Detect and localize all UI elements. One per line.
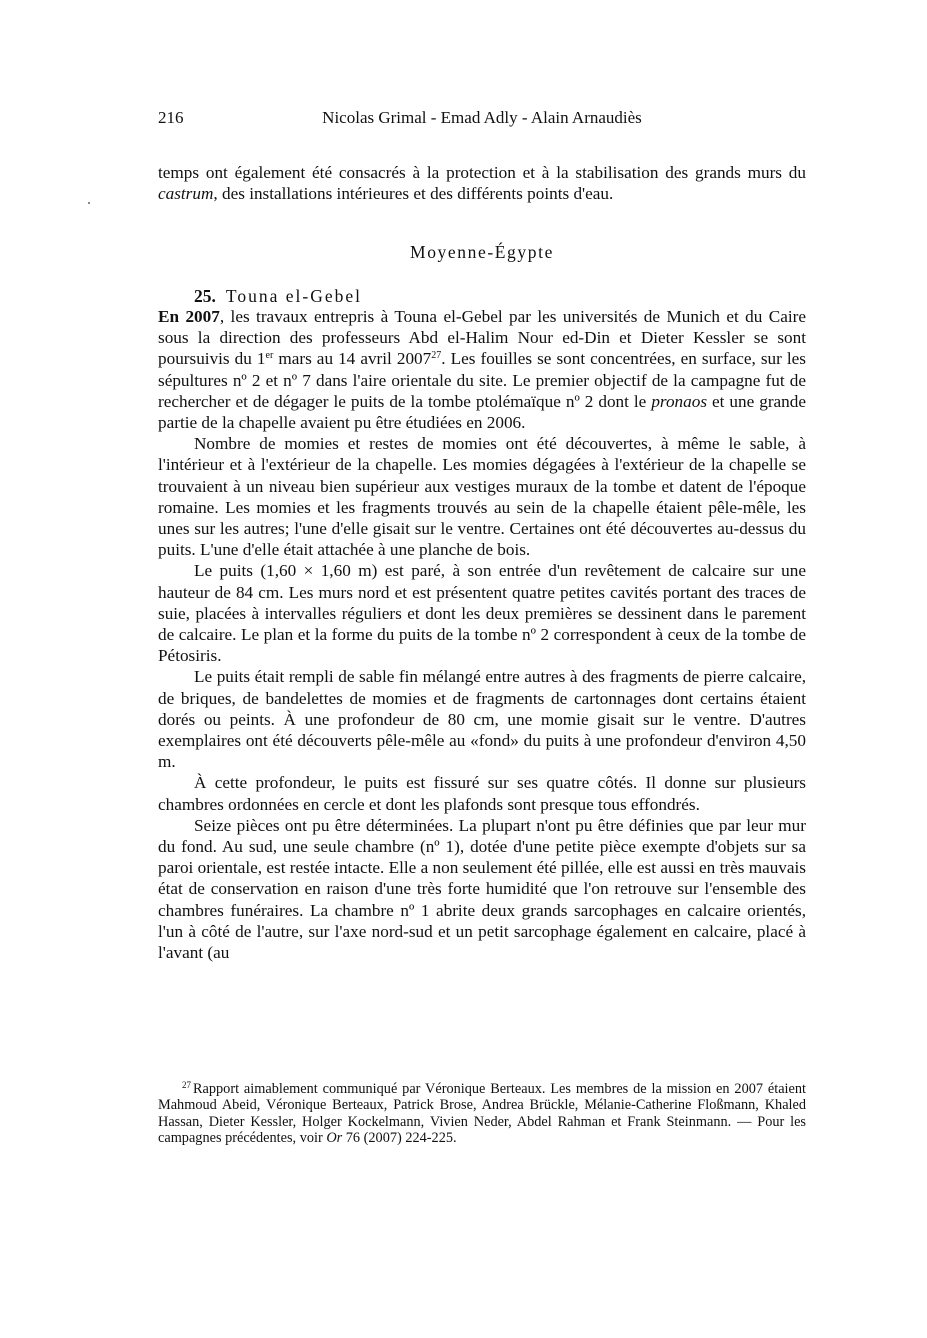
intro-paragraph [158,162,806,204]
page-header [158,106,806,130]
intro-text-start: temps ont également été consacrés à la protection et à la stabilisation des grands murs du [158,163,806,182]
footnote-italic-journal: Or [326,1129,343,1146]
section-title: Moyenne-Égypte [410,242,554,262]
paragraph-1-part-a: , les travaux entrepris à Touna el-Gebel par les universités de Munich et du Caire sous la direction des professeurs Abd el-Halim Nour ed-Din et Dieter Kessler se sont poursuivis du 1 [158,307,806,369]
paragraph-1 [158,306,806,433]
footnote [158,1081,806,1146]
intro-italic-term: castrum [158,184,214,204]
main-text [158,306,806,963]
footnote-reference[interactable]: 27 [431,350,442,362]
paragraph-1-part-c: . Les fouilles se sont concentrées, en surface, sur les sépultures nº 2 et nº 7 dans l'aire orientale du site. Le premier objectif de la campagne fut de rechercher et de dégager le puits de la tombe ptolémaïque nº 2 dont le [158,349,806,411]
subsection-name: Touna el-Gebel [225,286,362,306]
paragraph-6: Seize pièces ont pu être déterminées. La plupart n'ont pu être définies que par leur mur du fond. Au sud, une seule chambre (nº 1), dotée d'une petite pièce exempte d'objets sur sa paroi orientale, est restée intacte. Elle a non seulement été pillée, elle est aussi en très mauvais état de conservation en raison d'une très forte humidité que l'on retrouve sur l'ensemble des chambres funéraires. La chambre nº 1 abrite deux grands sarcophages en calcaire orientés, l'un à côté de l'autre, sur l'axe nord-sud et un petit sarcophage également en calcaire, placé à l'avant (au [158,815,806,963]
paragraph-5: À cette profondeur, le puits est fissuré sur ses quatre côtés. Il donne sur plusieurs chambres ordonnées en cercle et dont les plafonds sont presque tous effondrés. [158,773,806,814]
subsection-heading [194,285,362,307]
paragraph-1-part-d: et une grande partie de la chapelle avaient pu être étudiées en 2006. [158,391,806,433]
footnote-text-b: 76 (2007) 224-225. [342,1129,457,1146]
footnote-text-a: Rapport aimablement communiqué par Véronique Berteaux. Les membres de la mission en 2007 étaient Mahmoud Abeid, Véronique Berteaux, Patrick Brose, Andrea Brückle, Mélanie-Catherine Floßmann, Khaled Hassan, Dieter Kessler, Holger Kockelmann, Vivien Neder, Abdel Rahman et Frank Steinmann. — Pour les campagnes précédentes, voir [158,1081,806,1146]
paragraph-4: Le puits était rempli de sable fin mélangé entre autres à des fragments de pierre calcaire, de briques, de bandelettes de momies et de fragments de cartonnages dont certains étaient dorés ou peints. À une profondeur de 80 cm, une momie gisait sur le ventre. D'autres exemplaires ont été découverts pêle-mêle au «fond» du puits à une profondeur d'environ 4,50 m. [158,667,806,772]
scan-speck [88,202,90,204]
paragraph-1-lead: En 2007 [158,307,220,326]
footnote-number: 27 [182,1080,191,1090]
intro-text-end: , des installations intérieures et des différents points d'eau. [213,184,614,204]
page-number: 216 [158,108,184,127]
subsection-number: 25. [194,286,216,306]
paragraph-1-italic-term: pronaos [651,391,708,411]
paragraph-2: Nombre de momies et restes de momies ont été découvertes, à même le sable, à l'intérieur et à l'extérieur de la chapelle. Les momies dégagées à l'extérieur de la chapelle se trouvaient à un niveau bien supérieur aux vestiges muraux de la tombe et datent de l'époque romaine. Les momies et les fragments trouvés au sein de la chapelle étaient pêle-mêle, les unes sur les autres; l'une d'elle gisait sur le ventre. Certaines ont été découvertes au-dessus du puits. L'une d'elle était attachée à une planche de bois. [158,434,806,560]
ordinal-superscript: er [265,350,274,362]
paragraph-3: Le puits (1,60 × 1,60 m) est paré, à son entrée d'un revêtement de calcaire sur une hauteur de 84 cm. Les murs nord et est présentent quatre petites cavités portant des traces de suie, placées à intervalles réguliers et dont les deux premières se dessinent dans le parement de calcaire. Le plan et la forme du puits de la tombe nº 2 correspondent à ceux de la tombe de Pétosiris. [158,561,806,666]
paragraph-1-part-b: mars au 14 avril 2007 [273,349,432,369]
running-title: Nicolas Grimal - Emad Adly - Alain Arnaudiès [322,108,642,127]
